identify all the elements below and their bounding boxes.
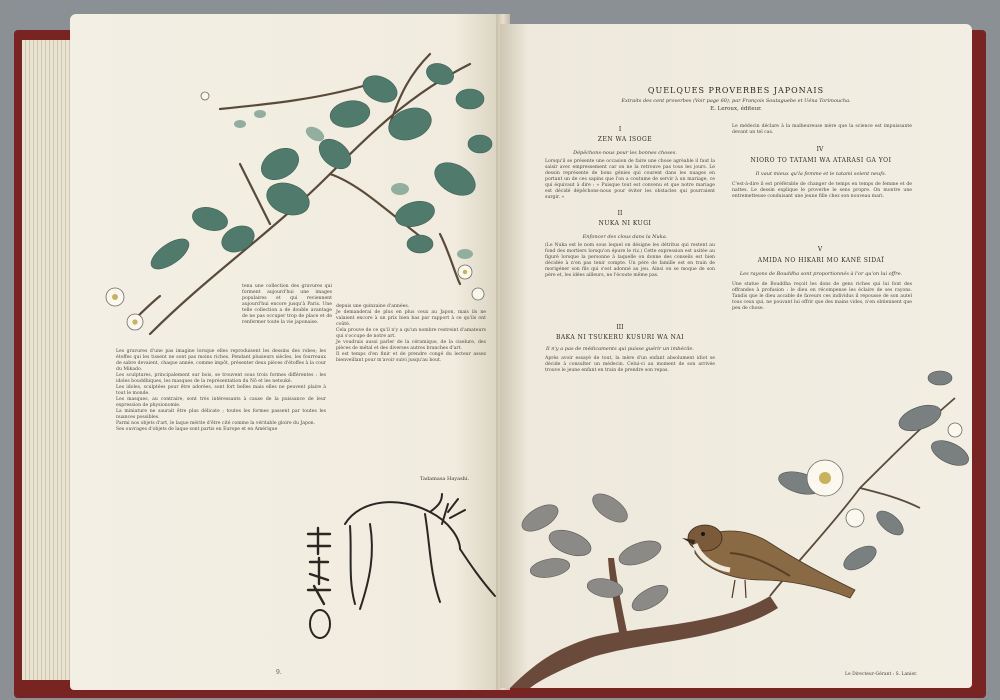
proverb-title: NIORO TO TATAMI WA ATARASI GA YOI [750, 157, 892, 164]
calligraphy-seal [300, 524, 340, 644]
body-text-column-left [116, 349, 326, 433]
right-page [500, 24, 972, 688]
body-paragraph: Il est temps d'en finir et de prendre congé du lecteur assez bienveillant pour m'avoir suivi jusqu'au bout. [336, 352, 486, 363]
proverb-number: II [617, 210, 623, 217]
publisher-line: E. Leroux, éditeur. [710, 106, 762, 112]
body-text-column-right [336, 304, 486, 364]
proverb-text: C'est-à-dire il est préférable de changer de temps en temps de femme et de nattes. Le dessin explique le proverbe le sens propre. On montre une entremetteuse conduisant une jeune fille chez son nouveau mari. [732, 182, 912, 199]
proverb-gloss: Enfoncer des clous dans la Nuka. [582, 234, 668, 240]
proverb-number: I [618, 126, 622, 133]
proverb-gloss: Les rayons de Bouddha sont proportionnés à l'or qu'on lui offre. [739, 271, 903, 277]
author-signature: Tadamasa Hayashi. [420, 476, 470, 482]
proverb-text: (Le Nuka est le nom sous lequel on désigne les détritus qui restent au fond des mortiers lorsqu'on épure le riz.) Cette expression est usitée au figuré lorsque la personne à laquelle on donne des conseils est bien décidée à n'en pas tenir compte. Un père de famille est en train de morigéner son fils qui s'est adonné au jeu. Ainsi on se moque de son père et, les idées ailleurs, ne l'écoute même pas. [545, 243, 715, 278]
body-paragraph: Les masques, au contraire, sont très intéressants à cause de la puissance de leur expression de physionomie. [116, 397, 326, 408]
article-title: QUELQUES PROVERBES JAPONAIS [647, 86, 825, 95]
proverb-title: NUKA NI KUGI [598, 220, 652, 227]
proverb-number: III [616, 324, 624, 331]
body-paragraph: Les gravures d'une pas imagine lorsque elles reproduisent les dessins des robes; les étoffes qui les tissent ne sont pas moins riches. [116, 349, 326, 360]
proverb-text: Lorsqu'il se présente une occasion de faire une chose agréable il faut la saisir avec empressement car on ne la retrouve pas tous les jours. Le dessin représente de bons génies qui courent dans les nuages en portant un de ces sapins que l'on a coutume de servir à un mariage, ce qui équivaut à dire : « Puisque tout est convenu et que notre mariage est décidé dépêchons-nous pour éviter les obstacles qui pourraient surgir. » [545, 159, 715, 200]
proverb-gloss: Dépêchons-nous pour les bonnes choses. [573, 150, 677, 156]
deer-sketch-illustration [330, 484, 500, 614]
proverb-title: ZEN WA ISOGE [597, 136, 653, 143]
proverb-title: AMIDA NO HIKARI MO KANÉ SIDAÏ [757, 257, 885, 264]
body-paragraph: La miniature ne saurait être plus délicate ; toutes les formes passent par toutes les nuances possibles. [116, 409, 326, 420]
proverb-text-continued: Le médecin déclare à la malheureuse mère que la science est impuissante devant un tel cas. [732, 124, 912, 135]
body-paragraph: Je voudrais aussi parler de la céramique, de la ciselure, des pièces de métal et des diverses autres branches d'art. [336, 340, 486, 351]
proverb-number: V [817, 246, 823, 253]
left-page [70, 14, 506, 690]
body-paragraph: Cela prouve de ce qu'il n'y a qu'un nombre restreint d'amateurs qui s'occupe de notre art. [336, 328, 486, 339]
body-paragraph: Pendant plusieurs siècles, les fourreaux de sabre devaient, chaque année, comme impôt, présenter deux pièces d'étoffes à la cour du Mikado. [116, 355, 326, 372]
proverb-text: Après avoir essayé de tout, la mère d'un enfant absolument idiot se décide à consulter un médecin. Celui-ci au moment de son arrivée trouve le jeune enfant en train de prendre son repas. [545, 356, 715, 373]
body-text-upper [242, 284, 332, 326]
article-subtitle: Extraits des cent proverbes (Voir page 60), par François Soutaguebe et Uéna Torimoucha. [621, 98, 851, 104]
proverb-gloss: Il vaut mieux qu'la femme et le tatami soient neufs. [755, 171, 887, 177]
body-paragraph: Une telle collection a de double avantage de ne pas occuper trop de place et de renfermer toute la vie japonaise. [242, 302, 332, 325]
proverb-number: IV [816, 146, 824, 153]
body-paragraph: Les sculptures, principalement sur bois, se trouvent sous trois formes différentes : les idoles bouddhiques, les masques de la représentation du Nô et les netsuké. [116, 373, 326, 384]
proverb-text: Une statue de Bouddha reçoit les dons de gens riches qui lui font des offrandes à profusion : le dieu en récompense les éclaire de ses rayons. Tandis que le dieu accable de faveurs ces individus il repousse de son autel tous ceux qui, ne pouvant lui offrir que des mains vides, n'en obtiennent que peu de chose. [732, 282, 912, 311]
body-paragraph: Parmi nos objets d'art, le laque mérite d'être cité comme la véritable gloire du Japon. [116, 421, 316, 426]
printer-credit: Le Directeur-Gérant : S. Lanier. [845, 672, 918, 677]
body-paragraph: Je demanderai de plus en plus ceux au Japon, mais ils ne valaient encore à un prix bien bas par rapport à ce qu'ils ont coûté. [336, 310, 486, 327]
bird-on-branch-illustration [500, 358, 972, 688]
body-paragraph: depuis une quinzaine d'années. [336, 304, 410, 309]
body-paragraph: Les idoles, sculptées pour être adorées, sont fort belles mais elles ne peuvent plaire à tout le monde. [116, 385, 326, 396]
body-paragraph: tenu une collection des gravures qui forment aujourd'hui une images populaires et qui reviennent aujourd'hui encore jusqu'à Paris. [242, 284, 332, 307]
body-paragraph: Ses ouvrages d'objets de laque sont partis en Europe et en Amérique [116, 427, 278, 432]
proverb-title: BAKA NI TSUKERU KUSURI WA NAI [555, 334, 685, 341]
page-number: 9. [276, 669, 282, 676]
proverb-gloss: Il n'y a pas de médicaments qui puisse guérir un imbécile. [546, 346, 694, 352]
